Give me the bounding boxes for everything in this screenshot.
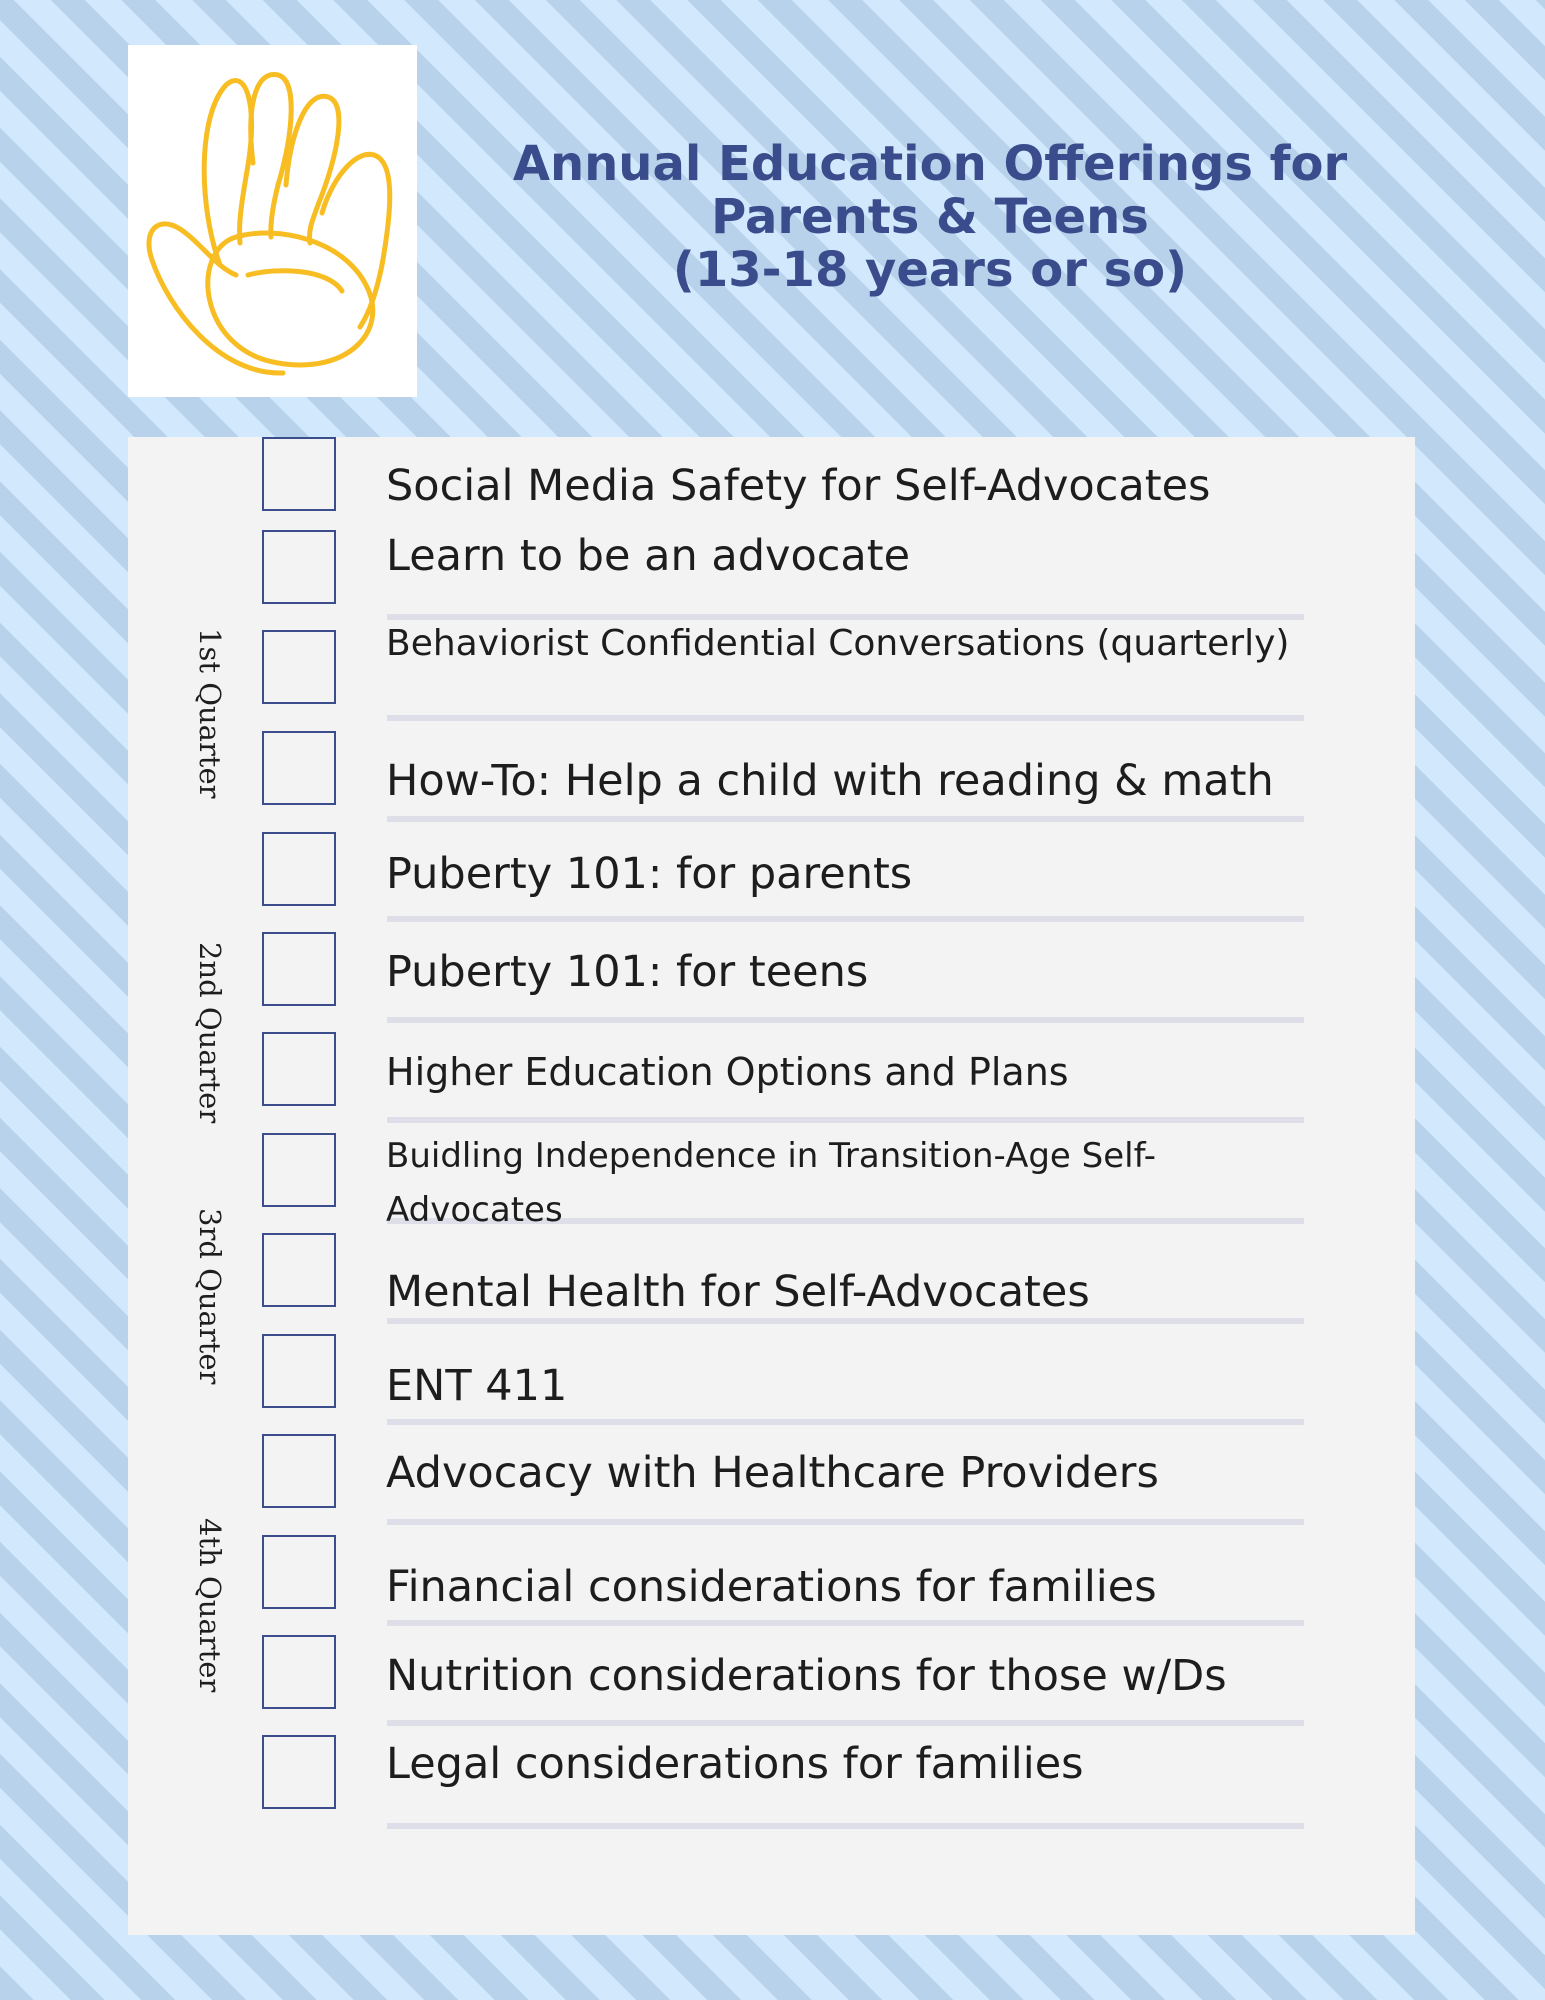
divider xyxy=(387,916,1304,922)
divider xyxy=(387,1117,1304,1123)
checkbox-ent-411[interactable] xyxy=(262,1334,336,1408)
item-label-behaviorist-conversations: Behaviorist Confidential Conversations (quarterly) xyxy=(386,623,1290,664)
divider xyxy=(387,1318,1304,1324)
logo xyxy=(128,45,417,397)
title-line-3: (13-18 years or so) xyxy=(672,242,1188,298)
checkbox-behaviorist-conversations[interactable] xyxy=(262,630,336,704)
quarter-label-1: 1st Quarter xyxy=(193,628,227,799)
checkbox-healthcare-advocacy[interactable] xyxy=(262,1434,336,1508)
divider xyxy=(387,1823,1304,1829)
title-line-2: Parents & Teens xyxy=(711,189,1149,245)
item-label-ent-411: ENT 411 xyxy=(386,1361,568,1411)
divider xyxy=(387,1620,1304,1626)
quarter-label-4: 4th Quarter xyxy=(193,1518,227,1693)
item-label-financial-considerations: Financial considerations for families xyxy=(386,1562,1157,1612)
checkbox-puberty-teens[interactable] xyxy=(262,932,336,1006)
divider xyxy=(387,1017,1304,1023)
item-label-building-independence: Buidling Independence in Transition-Age Self-Advocates xyxy=(386,1136,1156,1230)
item-label-puberty-parents: Puberty 101: for parents xyxy=(386,849,913,899)
item-label-how-to-reading-math: How-To: Help a child with reading & math xyxy=(386,756,1274,806)
checkbox-social-media-safety[interactable] xyxy=(262,437,336,511)
hand-outline-icon xyxy=(128,45,417,397)
checkbox-financial-considerations[interactable] xyxy=(262,1535,336,1609)
checkbox-nutrition-considerations[interactable] xyxy=(262,1635,336,1709)
checkbox-mental-health[interactable] xyxy=(262,1233,336,1307)
item-label-puberty-teens: Puberty 101: for teens xyxy=(386,947,869,997)
item-label-higher-education: Higher Education Options and Plans xyxy=(386,1050,1069,1094)
item-label-healthcare-advocacy: Advocacy with Healthcare Providers xyxy=(386,1448,1159,1498)
checkbox-how-to-reading-math[interactable] xyxy=(262,731,336,805)
divider xyxy=(387,816,1304,822)
checkbox-building-independence[interactable] xyxy=(262,1133,336,1207)
divider xyxy=(387,715,1304,721)
title-line-1: Annual Education Offerings for xyxy=(512,136,1348,192)
item-label-mental-health: Mental Health for Self-Advocates xyxy=(386,1267,1090,1317)
item-label-nutrition-considerations: Nutrition considerations for those w/Ds xyxy=(386,1651,1227,1701)
quarter-label-3: 3rd Quarter xyxy=(193,1208,227,1385)
divider xyxy=(387,1519,1304,1525)
item-label-social-media-safety: Social Media Safety for Self-Advocates xyxy=(386,461,1211,511)
quarter-label-2: 2nd Quarter xyxy=(193,942,227,1124)
checkbox-learn-advocate[interactable] xyxy=(262,530,336,604)
item-label-learn-advocate: Learn to be an advocate xyxy=(386,531,911,581)
checkbox-legal-considerations[interactable] xyxy=(262,1735,336,1809)
divider xyxy=(387,1419,1304,1425)
page-title xyxy=(460,138,1400,297)
checkbox-puberty-parents[interactable] xyxy=(262,832,336,906)
divider xyxy=(387,1720,1304,1726)
item-label-legal-considerations: Legal considerations for families xyxy=(386,1739,1084,1789)
checkbox-higher-education[interactable] xyxy=(262,1032,336,1106)
